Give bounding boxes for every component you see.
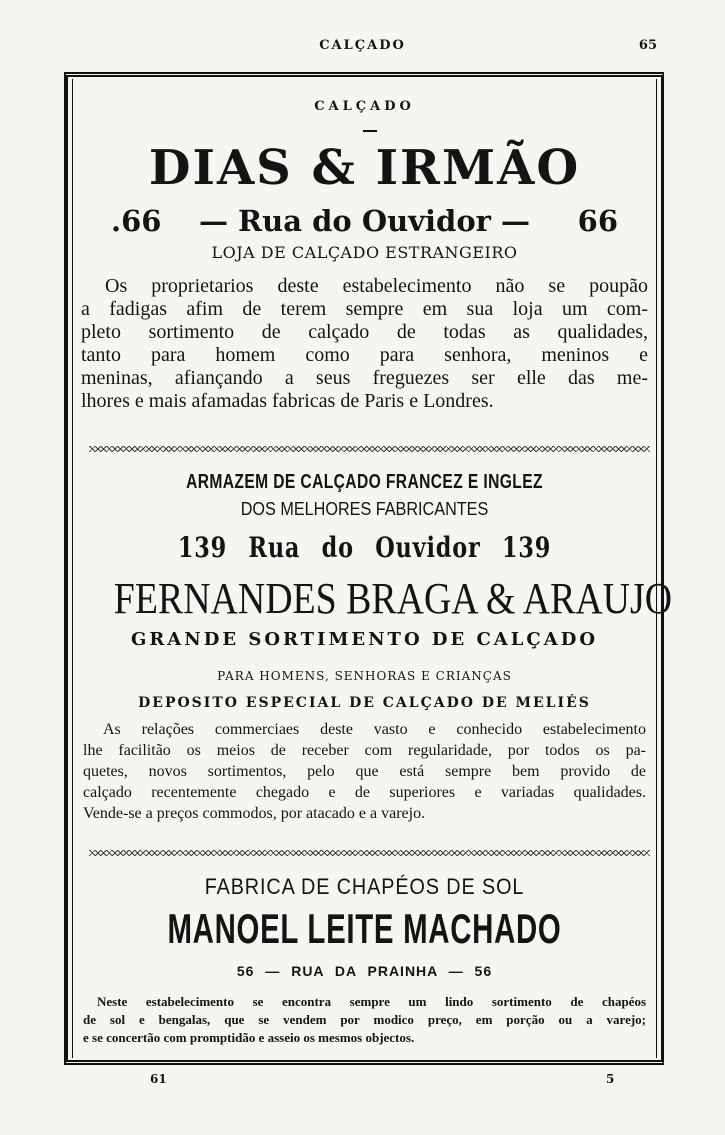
paragraph-line: Vende-se a preços commodos, por atacado e a varejo. — [83, 805, 426, 822]
advertisement-inner-border — [72, 79, 673, 1058]
paragraph-line: e se concertão com promptidão e asseio os mesmos objectos. — [83, 1030, 415, 1045]
paragraph-line: tanto para homem como para senhora, meninos e — [81, 344, 648, 366]
section1-paragraph — [81, 275, 648, 413]
section3-paragraph — [83, 993, 646, 1047]
running-head — [0, 38, 725, 58]
footer-signature-left: 61 — [150, 1072, 167, 1086]
section1-address-street: — Rua do Ouvidor — — [198, 204, 531, 238]
section3-address: 56 — RUA DA PRAINHA — 56 — [236, 963, 493, 979]
paragraph-line: Os proprietarios deste estabelecimento não se poupão — [105, 275, 648, 297]
section1-address-number-left: .66 — [111, 204, 162, 238]
section3-firm-name: MANOEL LEITE MACHADO — [167, 905, 562, 952]
paragraph-line: meninas, afiançando a seus freguezes ser elle das me- — [81, 367, 648, 389]
section1-subtitle: LOJA DE CALÇADO ESTRANGEIRO — [211, 243, 518, 262]
section2-subheading: DOS MELHORES FABRICANTES — [240, 499, 489, 519]
section1-address-number-right: 66 — [577, 204, 618, 238]
section1-heading: CALÇADO — [314, 99, 415, 114]
paragraph-line: lhe facilitão os meios de receber com regularidade, por todos os pa- — [83, 742, 646, 759]
section1-address — [111, 201, 618, 241]
section2-deposit: DEPOSITO ESPECIAL DE CALÇADO DE MELIÉS — [138, 695, 591, 711]
paragraph-line: calçado recentemente chegado e de superiores e variadas qualidades. — [83, 784, 646, 801]
section3-heading: FABRICA DE CHAPÉOS DE SOL — [204, 874, 525, 899]
section2-paragraph — [83, 719, 646, 824]
paragraph-line: quetes, novos sortimentos, pelo que está sempre bem provido de — [83, 763, 646, 780]
section2-address: 139 Rua do Ouvidor 139 — [177, 531, 552, 564]
ornamental-divider — [89, 850, 650, 856]
advertisement-frame — [64, 72, 673, 1065]
ornamental-divider — [89, 446, 650, 452]
section2-audience: PARA HOMENS, SENHORAS E CRIANÇAS — [217, 669, 512, 683]
section2-tagline: GRANDE SORTIMENTO DE CALÇADO — [130, 629, 599, 650]
paragraph-line: pleto sortimento de calçado de todas as qualidades, — [81, 321, 648, 343]
running-head-title: CALÇADO — [319, 38, 406, 53]
paragraph-line: a fadigas afim de terem sempre em sua loja um com- — [81, 298, 648, 320]
paragraph-line: de sol e bengalas, que se vendem por modico preço, em porção ou a varejo; — [83, 1012, 646, 1027]
section1-firm-name: DIAS & IRMÃO — [148, 140, 581, 196]
paragraph-line: As relações commerciaes deste vasto e conhecido estabelecimento — [103, 721, 646, 738]
short-rule — [363, 130, 377, 132]
paragraph-line: lhores e mais afamadas fabricas de Paris e Londres. — [81, 390, 494, 412]
paragraph-line: Neste estabelecimento se encontra sempre um lindo sortimento de chapéos — [97, 994, 646, 1009]
footer-signature-right: 5 — [606, 1072, 615, 1086]
page-number: 65 — [638, 38, 657, 53]
section2-firm-name: FERNANDES BRAGA & ARAUJO — [113, 574, 673, 623]
section2-heading: ARMAZEM DE CALÇADO FRANCEZ E INGLEZ — [186, 471, 543, 493]
